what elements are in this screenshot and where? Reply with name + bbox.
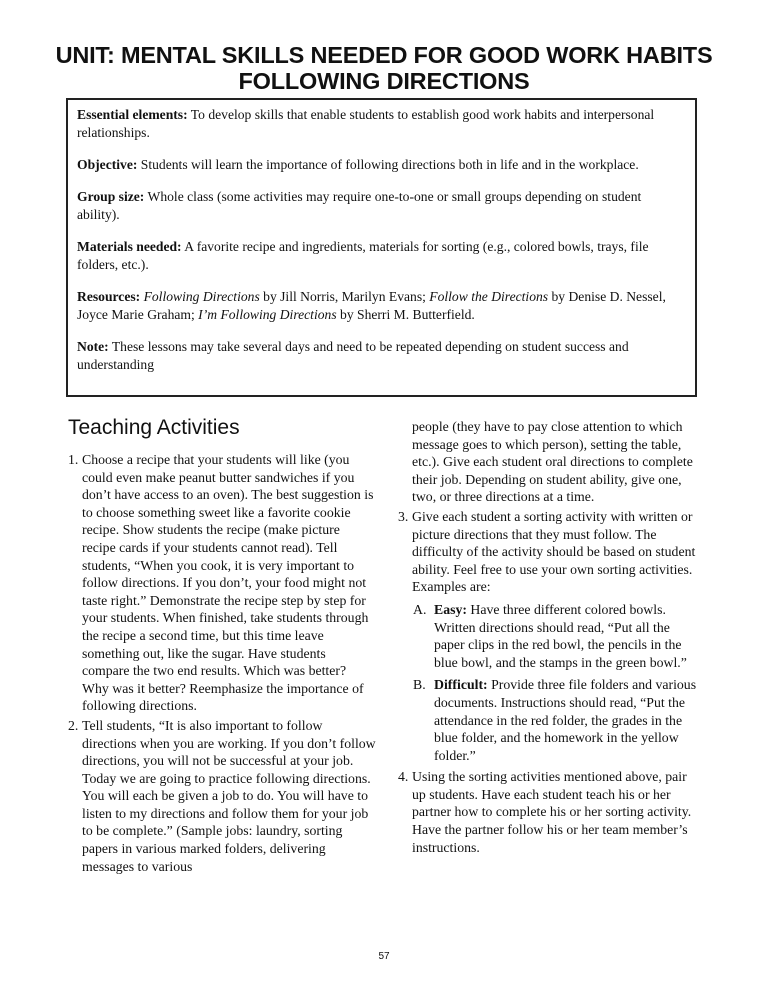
activity-4-number: 4. (398, 769, 409, 785)
objective-text: Students will learn the importance of following directions both in life and in the workplace. (137, 157, 639, 172)
resource-book-2: Follow the Directions (429, 289, 549, 304)
right-column (396, 418, 702, 858)
resources-label: Resources: (77, 289, 141, 304)
resource-book-1: Following Directions (143, 289, 260, 304)
activity-3a-text: Have three different colored bowls. Written directions should read, “Put all the paper clips in the red bowl, the pencils in the blue bowl, and the stamps in the green bowl.” (434, 601, 687, 670)
objective-label: Objective: (77, 157, 138, 172)
activity-3-text: Give each student a sorting activity with written or picture directions that they must follow. The difficulty of the activity should be based on student ability. Feel free to use your own sorting activities. Examples are: (412, 508, 696, 595)
activity-2-continued (396, 418, 702, 506)
resource-book-3: I’m Following Directions (198, 307, 337, 322)
resource-authors-3: by Sherri M. Butterfield. (336, 307, 475, 322)
activity-1-number: 1. (68, 452, 79, 467)
resources (77, 288, 685, 324)
activity-3b-letter: B. (413, 677, 426, 693)
activity-3a-letter: A. (413, 601, 427, 617)
activity-2 (66, 717, 376, 875)
essential-elements (77, 106, 685, 142)
materials-text: A favorite recipe and ingredients, materials for sorting (e.g., colored bowls, trays, file folders, etc.). (77, 239, 649, 272)
group-text: Whole class (some activities may require one-to-one or small groups depending on student ability). (77, 189, 642, 222)
activity-2-number: 2. (68, 717, 79, 733)
activity-2-text-part-1: Tell students, “It is also important to follow directions when you are working. If you don’t follow directions, you will not be successful at your job. Today we are going to practice following directions. You will each be given a job to do. You will have to listen to my directions and follow them for your job to be complete.” (Sample jobs: laundry, sorting papers in various marked folders, delivering messages to various (82, 717, 376, 874)
group-size (77, 188, 685, 224)
activity-3a-label: Easy: (434, 601, 467, 617)
activity-4 (396, 768, 702, 856)
materials-needed (77, 238, 685, 274)
note-text: These lessons may take several days and need to be repeated depending on student success and understanding (77, 339, 629, 372)
essential-text: To develop skills that enable students to establish good work habits and interpersonal relationships. (77, 107, 655, 140)
title-line-2: FOLLOWING DIRECTIONS (238, 68, 530, 94)
resource-authors-2: by Denise D. Nessel, Joyce Marie Graham; (77, 289, 666, 322)
note-label: Note: (77, 339, 109, 354)
activity-3b-label: Difficult: (434, 677, 488, 693)
note (77, 338, 685, 374)
materials-label: Materials needed: (77, 239, 182, 254)
activity-4-text: Using the sorting activities mentioned above, pair up students. Have each student teach his or her partner how to complete his or her sorting activity. Have the partner follow his or her team member’s instructions. (412, 769, 692, 855)
page-number: 57 (378, 951, 390, 962)
lesson-info-box (66, 98, 697, 397)
activity-3a (396, 601, 702, 671)
essential-label: Essential elements: (77, 107, 188, 122)
activity-1-text: Choose a recipe that your students will like (you could even make peanut butter sandwiches if you don’t have access to an oven). The best suggestion is to choose something sweet like a favorite cookie recipe. Show students the recipe (make picture recipe cards if your students cannot read). Tell students, “When you cook, it is very important to follow directions. If you don’t, your food might not taste right.” Demonstrate the recipe step by step for your students. When finished, take students through the recipe a second time, but this time leave something out, like the sugar. Have students compare the two end results. Which was better? Why was it better? Reemphasize the importance of following directions. (82, 452, 374, 714)
activity-3b-text: Provide three file folders and various documents. Instructions should read, “Put the attendance in the red folder, the grades in the blue folder, and the homework in the yellow folder.” (434, 677, 697, 763)
resource-authors-1: by Jill Norris, Marilyn Evans; (259, 289, 430, 304)
activity-3b (396, 676, 702, 764)
section-heading: Teaching Activities (68, 416, 240, 439)
activity-3-number: 3. (398, 508, 409, 524)
group-label: Group size: (77, 189, 145, 204)
activity-3 (396, 508, 702, 596)
objective (77, 156, 685, 174)
activity-1 (66, 451, 376, 715)
page-title (0, 42, 768, 94)
title-line-1: UNIT: MENTAL SKILLS NEEDED FOR GOOD WORK HABITS (55, 42, 713, 68)
left-column (66, 415, 376, 877)
activity-2-text-part-2: people (they have to pay close attention to which message goes to which person), setting the table, etc.). Give each student oral directions to complete their job. Depending on student ability, give one, two, or three directions at a time. (412, 419, 693, 505)
